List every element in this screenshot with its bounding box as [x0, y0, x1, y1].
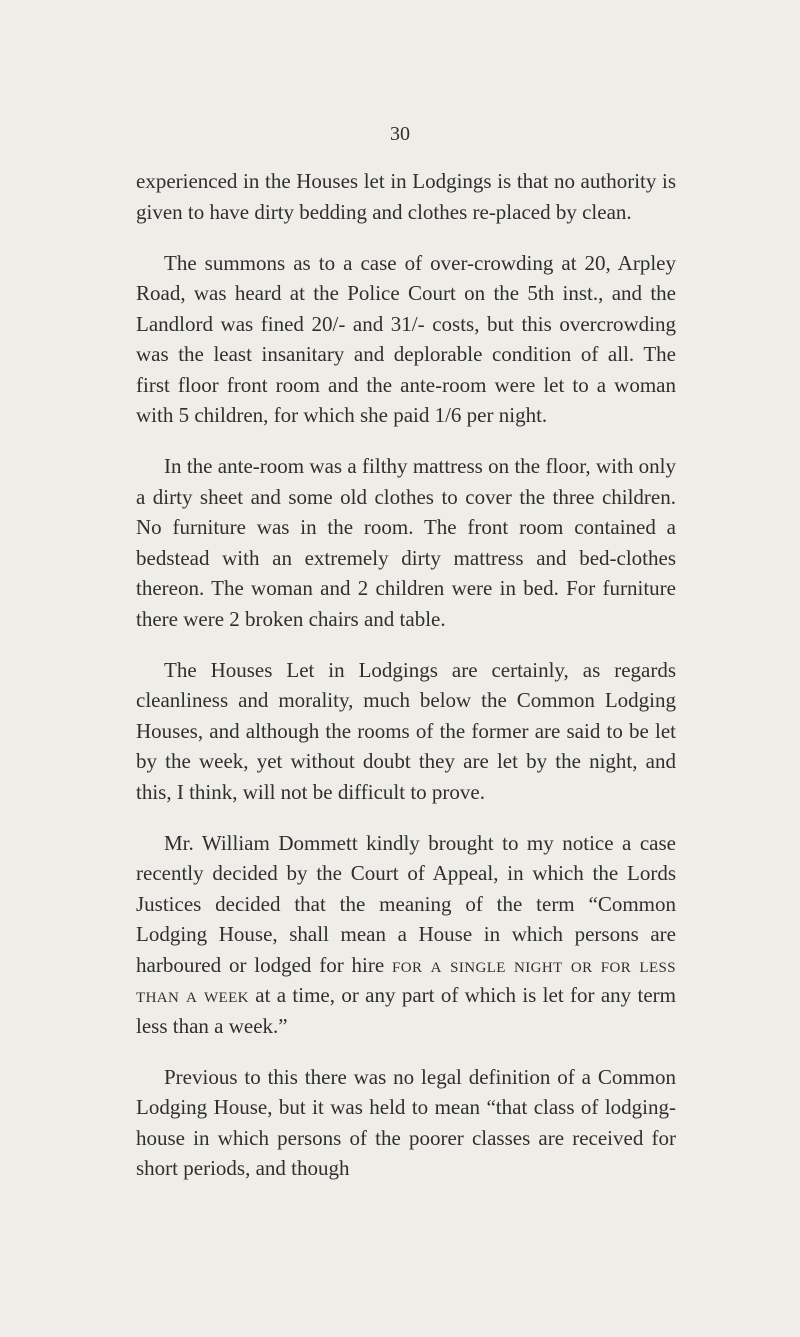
court-of-appeal-text-2: at a time, or any part of which is let for any term less than a week.”	[136, 983, 676, 1038]
court-of-appeal-text-1: Mr. William Dommett kindly brought to my notice a case recently decided by the Court of Appeal, in which the Lords Justices decided that the meaning of the term “Common Lodging House, shall mean a House in which persons are harboured or lodged for hire	[136, 830, 676, 977]
page-number: 30	[390, 123, 410, 145]
paragraph-summons: The summons as to a case of over-crowding at 20, Arpley Road, was heard at the Police Court on the 5th inst., and the Landlord was fined 20/- and 31/- costs, but this overcrowding was the least insanitary and deplorable condition of all. The first floor front room and the ante-room were let to a woman with 5 children, for which she paid 1/6 per night.	[136, 250, 676, 427]
paragraph-continuation: experienced in the Houses let in Lodgings is that no authority is given to have dirty bedding and clothes re-placed by clean.	[136, 169, 676, 224]
paragraph-ante-room: In the ante-room was a filthy mattress on the floor, with only a dirty sheet and some old clothes to cover the three children. No furniture was in the room. The front room contained a bedstead with an extremely dirty mattress and bed-clothes thereon. The woman and 2 children were in bed. For furniture there were 2 broken chairs and table.	[136, 454, 676, 631]
paragraph-houses-let: The Houses Let in Lodgings are certainly, as regards cleanliness and morality, much below the Common Lodging Houses, and although the rooms of the former are said to be let by the week, yet without doubt they are let by the night, and this, I think, will not be difficult to prove.	[136, 657, 676, 804]
court-of-appeal-smallcaps: for a single night or for less than a week	[136, 952, 676, 1007]
paragraph-legal-definition: Previous to this there was no legal definition of a Common Lodging House, but it was held to mean “that class of lodging-house in which persons of the poorer classes are received for short periods, and though	[136, 1064, 676, 1180]
paragraph-court-of-appeal	[136, 828, 676, 1042]
body-text	[136, 166, 676, 1204]
